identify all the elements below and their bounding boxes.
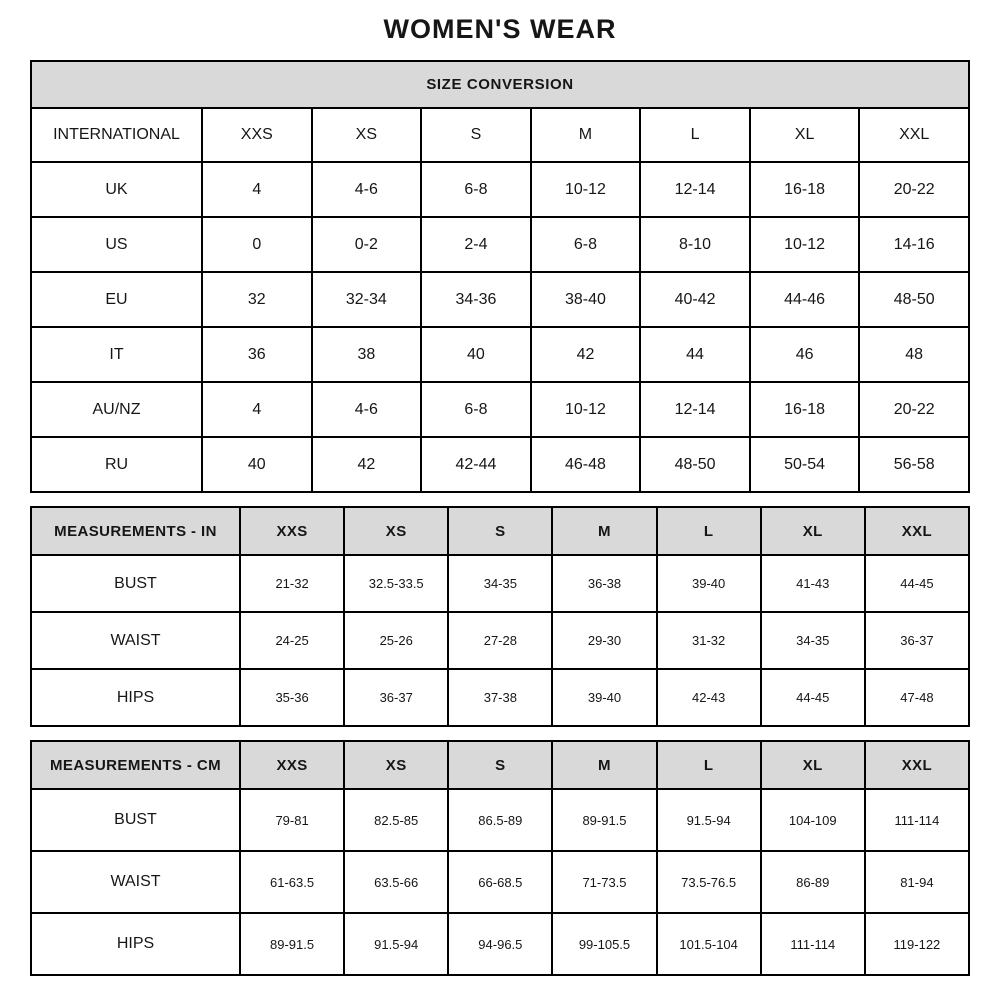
value-cell: 56-58 [859, 437, 969, 492]
measurements-in-row-header: MEASUREMENTS - IN [31, 507, 240, 555]
measurements-in-body [31, 555, 969, 726]
value-cell: 36-38 [552, 555, 656, 612]
column-header-xxl: XXL [859, 108, 969, 162]
value-cell: 0 [202, 217, 312, 272]
size-conversion-row-it [31, 327, 969, 382]
measurements-in-row-hips [31, 669, 969, 726]
value-cell: 38-40 [531, 272, 641, 327]
value-cell: 8-10 [640, 217, 750, 272]
column-header-xxl: XXL [865, 507, 969, 555]
value-cell: 34-36 [421, 272, 531, 327]
column-header-s: S [448, 741, 552, 789]
size-conversion-row-us [31, 217, 969, 272]
value-cell: 86.5-89 [448, 789, 552, 851]
measurements-cm-row-header: MEASUREMENTS - CM [31, 741, 240, 789]
value-cell: 36 [202, 327, 312, 382]
column-header-m: M [552, 507, 656, 555]
value-cell: 32.5-33.5 [344, 555, 448, 612]
value-cell: 101.5-104 [657, 913, 761, 975]
value-cell: 71-73.5 [552, 851, 656, 913]
value-cell: 111-114 [865, 789, 969, 851]
column-header-xl: XL [761, 741, 865, 789]
measurements-cm-row-bust [31, 789, 969, 851]
column-header-xxs: XXS [202, 108, 312, 162]
column-header-xs: XS [344, 507, 448, 555]
value-cell: 16-18 [750, 382, 860, 437]
value-cell: 48-50 [859, 272, 969, 327]
size-conversion-banner: SIZE CONVERSION [31, 61, 969, 108]
value-cell: 14-16 [859, 217, 969, 272]
size-conversion-row-uk [31, 162, 969, 217]
measurements-in-header-row [31, 507, 969, 555]
row-label-it: IT [31, 327, 202, 382]
value-cell: 12-14 [640, 382, 750, 437]
value-cell: 40 [202, 437, 312, 492]
row-label-waist: WAIST [31, 612, 240, 669]
value-cell: 42 [312, 437, 422, 492]
row-label-bust: BUST [31, 555, 240, 612]
value-cell: 16-18 [750, 162, 860, 217]
column-header-xl: XL [750, 108, 860, 162]
value-cell: 44-46 [750, 272, 860, 327]
value-cell: 4-6 [312, 382, 422, 437]
column-header-xl: XL [761, 507, 865, 555]
value-cell: 66-68.5 [448, 851, 552, 913]
column-header-xs: XS [312, 108, 422, 162]
value-cell: 46-48 [531, 437, 641, 492]
measurements-cm-header-row [31, 741, 969, 789]
value-cell: 10-12 [750, 217, 860, 272]
value-cell: 40-42 [640, 272, 750, 327]
column-header-l: L [657, 741, 761, 789]
column-header-m: M [552, 741, 656, 789]
value-cell: 24-25 [240, 612, 344, 669]
value-cell: 79-81 [240, 789, 344, 851]
value-cell: 91.5-94 [657, 789, 761, 851]
value-cell: 31-32 [657, 612, 761, 669]
value-cell: 34-35 [761, 612, 865, 669]
value-cell: 63.5-66 [344, 851, 448, 913]
value-cell: 99-105.5 [552, 913, 656, 975]
size-conversion-row-au-nz [31, 382, 969, 437]
value-cell: 41-43 [761, 555, 865, 612]
size-conversion-banner-row [31, 61, 969, 108]
value-cell: 73.5-76.5 [657, 851, 761, 913]
value-cell: 27-28 [448, 612, 552, 669]
value-cell: 40 [421, 327, 531, 382]
row-label-ru: RU [31, 437, 202, 492]
value-cell: 6-8 [531, 217, 641, 272]
value-cell: 12-14 [640, 162, 750, 217]
row-label-waist: WAIST [31, 851, 240, 913]
measurements-cm-table [30, 740, 970, 976]
value-cell: 47-48 [865, 669, 969, 726]
size-conversion-body [31, 162, 969, 492]
value-cell: 36-37 [865, 612, 969, 669]
value-cell: 0-2 [312, 217, 422, 272]
measurements-cm-row-waist [31, 851, 969, 913]
value-cell: 61-63.5 [240, 851, 344, 913]
value-cell: 37-38 [448, 669, 552, 726]
value-cell: 20-22 [859, 162, 969, 217]
value-cell: 32-34 [312, 272, 422, 327]
value-cell: 39-40 [552, 669, 656, 726]
value-cell: 21-32 [240, 555, 344, 612]
value-cell: 44-45 [865, 555, 969, 612]
value-cell: 32 [202, 272, 312, 327]
column-header-xxl: XXL [865, 741, 969, 789]
value-cell: 48 [859, 327, 969, 382]
value-cell: 81-94 [865, 851, 969, 913]
measurements-in-row-bust [31, 555, 969, 612]
value-cell: 94-96.5 [448, 913, 552, 975]
value-cell: 25-26 [344, 612, 448, 669]
value-cell: 91.5-94 [344, 913, 448, 975]
measurements-in-table [30, 506, 970, 727]
column-header-xxs: XXS [240, 507, 344, 555]
row-label-uk: UK [31, 162, 202, 217]
column-header-l: L [657, 507, 761, 555]
value-cell: 35-36 [240, 669, 344, 726]
value-cell: 38 [312, 327, 422, 382]
size-conversion-row-eu [31, 272, 969, 327]
size-conversion-table [30, 60, 970, 493]
row-label-hips: HIPS [31, 669, 240, 726]
value-cell: 10-12 [531, 382, 641, 437]
value-cell: 82.5-85 [344, 789, 448, 851]
value-cell: 4 [202, 382, 312, 437]
row-label-us: US [31, 217, 202, 272]
column-header-l: L [640, 108, 750, 162]
value-cell: 2-4 [421, 217, 531, 272]
value-cell: 50-54 [750, 437, 860, 492]
value-cell: 48-50 [640, 437, 750, 492]
value-cell: 44 [640, 327, 750, 382]
size-conversion-row-ru [31, 437, 969, 492]
page-title: WOMEN'S WEAR [383, 14, 617, 44]
value-cell: 89-91.5 [240, 913, 344, 975]
row-label-hips: HIPS [31, 913, 240, 975]
column-header-s: S [421, 108, 531, 162]
row-label-au-nz: AU/NZ [31, 382, 202, 437]
measurements-cm-row-hips [31, 913, 969, 975]
row-label-eu: EU [31, 272, 202, 327]
column-header-m: M [531, 108, 641, 162]
value-cell: 44-45 [761, 669, 865, 726]
column-header-s: S [448, 507, 552, 555]
value-cell: 6-8 [421, 162, 531, 217]
value-cell: 119-122 [865, 913, 969, 975]
size-conversion-header-row [31, 108, 969, 162]
value-cell: 104-109 [761, 789, 865, 851]
value-cell: 4-6 [312, 162, 422, 217]
value-cell: 20-22 [859, 382, 969, 437]
value-cell: 4 [202, 162, 312, 217]
size-conversion-row-header: INTERNATIONAL [31, 108, 202, 162]
row-label-bust: BUST [31, 789, 240, 851]
measurements-cm-body [31, 789, 969, 975]
value-cell: 36-37 [344, 669, 448, 726]
column-header-xxs: XXS [240, 741, 344, 789]
value-cell: 39-40 [657, 555, 761, 612]
value-cell: 111-114 [761, 913, 865, 975]
value-cell: 86-89 [761, 851, 865, 913]
measurements-in-row-waist [31, 612, 969, 669]
value-cell: 10-12 [531, 162, 641, 217]
value-cell: 46 [750, 327, 860, 382]
value-cell: 29-30 [552, 612, 656, 669]
column-header-xs: XS [344, 741, 448, 789]
value-cell: 34-35 [448, 555, 552, 612]
value-cell: 42-43 [657, 669, 761, 726]
value-cell: 42-44 [421, 437, 531, 492]
value-cell: 42 [531, 327, 641, 382]
value-cell: 6-8 [421, 382, 531, 437]
value-cell: 89-91.5 [552, 789, 656, 851]
